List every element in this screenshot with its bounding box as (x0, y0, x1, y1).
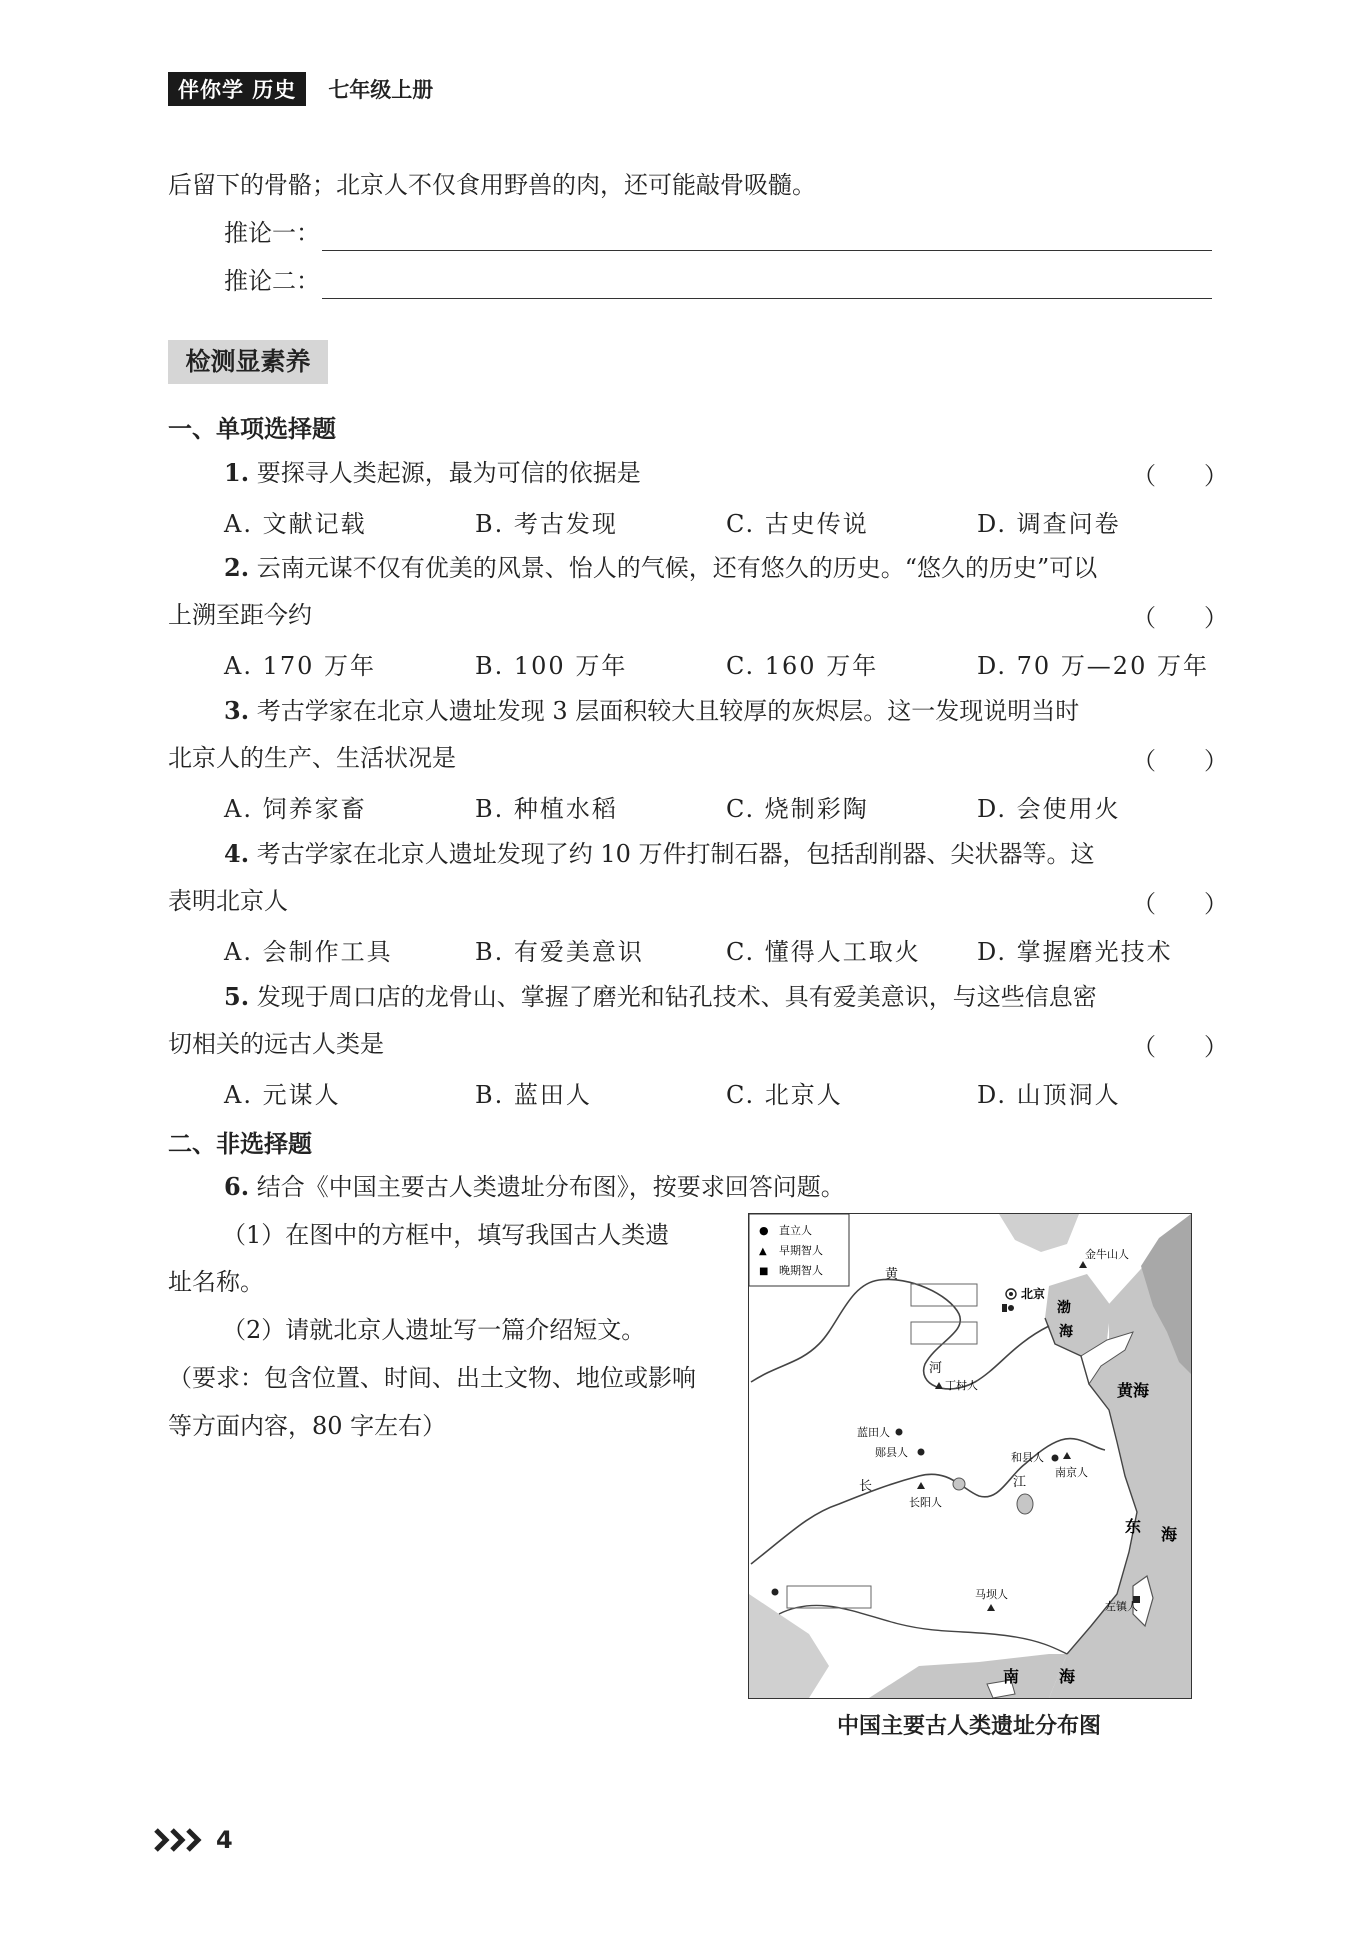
legend-symbol-triangle: ▲ (759, 1246, 767, 1257)
site-label-yunxian: 郧县人 (875, 1446, 908, 1459)
chevron-arrows-icon (154, 1828, 210, 1852)
option-b[interactable]: B. 蓝田人 (475, 1081, 592, 1109)
question-number: 5. (224, 982, 250, 1011)
question-number: 4. (224, 839, 250, 868)
question-text: 要探寻人类起源，最为可信的依据是 (256, 459, 641, 487)
sea-label: 南 (1003, 1667, 1020, 1686)
option-b[interactable]: B. 有爱美意识 (475, 938, 644, 966)
option-b[interactable]: B. 种植水稻 (475, 795, 618, 823)
site-marker-circle (1008, 1305, 1014, 1311)
inference1-answer-line[interactable] (322, 250, 1212, 251)
river-label: 长 (859, 1479, 873, 1494)
page-footer (154, 1826, 233, 1854)
site-label-jinniushan: 金牛山人 (1085, 1248, 1129, 1261)
answer-bracket[interactable]: （ ） (1132, 604, 1228, 632)
question-3-options (224, 789, 1228, 824)
river-label: 河 (929, 1361, 943, 1376)
option-d[interactable]: D. 调查问卷 (977, 510, 1121, 538)
question-number: 3. (224, 696, 250, 725)
book-brand: 伴你学 历史 (168, 72, 306, 106)
sea-label: 渤 (1057, 1300, 1071, 1316)
option-c[interactable]: C. 懂得人工取火 (726, 938, 921, 966)
site-marker-circle (772, 1589, 779, 1596)
site-marker-square (1002, 1304, 1007, 1312)
site-label-changyang: 长阳人 (909, 1496, 942, 1509)
answer-bracket[interactable]: （ ） (1132, 747, 1228, 775)
site-marker-circle (1052, 1455, 1059, 1462)
legend-symbol-square: ■ (759, 1266, 769, 1277)
section-title: 检测显素养 (168, 340, 328, 384)
site-marker-triangle (935, 1382, 943, 1389)
q6-sub1-line1: （1）在图中的方框中，填写我国古人类遗 (222, 1221, 670, 1249)
option-d[interactable]: D. 山顶洞人 (977, 1081, 1121, 1109)
question-2-options (224, 646, 1228, 681)
ancient-human-sites-map (748, 1213, 1192, 1699)
site-label-dingcun: 丁村人 (945, 1379, 978, 1392)
question-3-stem-cont: 北京人的生产、生活状况是 (168, 744, 456, 772)
grade-label: 七年级上册 (328, 78, 434, 102)
pearl-river (779, 1605, 1067, 1654)
q6-sub2-line1: （2）请就北京人遗址写一篇介绍短文。 (222, 1316, 646, 1344)
question-text: 考古学家在北京人遗址发现 3 层面积较大且较厚的灰烬层。这一发现说明当时 (256, 697, 1080, 725)
sea-label: 海 (1059, 1324, 1073, 1340)
q6-sub1-line2: 址名称。 (168, 1268, 264, 1296)
site-label-beijing: 北京 (1021, 1287, 1046, 1301)
legend-symbol-circle: ● (759, 1224, 769, 1237)
sea-label: 海 (1161, 1525, 1178, 1544)
map-caption: 中国主要古人类遗址分布图 (836, 1714, 1101, 1739)
page-number: 4 (216, 1826, 233, 1854)
site-label-nanjing: 南京人 (1055, 1466, 1088, 1479)
sea-label: 东 (1125, 1517, 1142, 1536)
question-1-options (224, 504, 1228, 539)
site-marker-circle (918, 1449, 925, 1456)
sea-label: 海 (1059, 1667, 1076, 1686)
question-4-stem (224, 837, 1095, 871)
poyang-lake (1017, 1494, 1033, 1514)
part1-heading: 一、单项选择题 (168, 415, 336, 443)
question-2-stem-cont: 上溯至距今约 (168, 601, 312, 629)
site-marker-triangle (987, 1604, 995, 1611)
option-a[interactable]: A. 170 万年 (224, 652, 377, 680)
option-d[interactable]: D. 70 万—20 万年 (977, 652, 1209, 680)
question-text: 结合《中国主要古人类遗址分布图》，按要求回答问题。 (256, 1173, 845, 1201)
question-5-stem-cont: 切相关的远古人类是 (168, 1030, 384, 1058)
answer-bracket[interactable]: （ ） (1132, 890, 1228, 918)
site-label-lantian: 蓝田人 (857, 1426, 890, 1439)
northeast-neighbor (999, 1214, 1079, 1252)
option-d[interactable]: D. 会使用火 (977, 795, 1121, 823)
blank-site-box-1[interactable] (911, 1284, 977, 1306)
question-6-stem (224, 1170, 845, 1204)
option-b[interactable]: B. 考古发现 (475, 510, 618, 538)
question-1-stem (224, 456, 641, 490)
option-a[interactable]: A. 饲养家畜 (224, 795, 367, 823)
intro-text: 后留下的骨骼；北京人不仅食用野兽的肉，还可能敲骨吸髓。 (168, 171, 816, 199)
q6-sub2-line2: （要求：包含位置、时间、出土文物、地位或影响 (168, 1364, 696, 1392)
option-b[interactable]: B. 100 万年 (475, 652, 628, 680)
option-a[interactable]: A. 元谋人 (224, 1081, 341, 1109)
site-label-zuozhen: 左镇人 (1105, 1600, 1138, 1613)
question-number: 6. (224, 1172, 250, 1201)
option-a[interactable]: A. 文献记载 (224, 510, 367, 538)
question-2-stem (224, 551, 1097, 585)
answer-bracket[interactable]: （ ） (1132, 1033, 1228, 1061)
blank-site-box-2[interactable] (911, 1322, 977, 1344)
question-3-stem (224, 694, 1079, 728)
inference1-label: 推论一： (224, 219, 320, 247)
running-header (168, 72, 433, 106)
legend-label: 早期智人 (779, 1244, 823, 1257)
site-marker-circle (896, 1429, 903, 1436)
option-a[interactable]: A. 会制作工具 (224, 938, 393, 966)
question-4-stem-cont: 表明北京人 (168, 887, 288, 915)
site-marker-triangle (1063, 1452, 1071, 1459)
option-c[interactable]: C. 160 万年 (726, 652, 879, 680)
dongting-lake (953, 1478, 965, 1490)
map-svg (749, 1214, 1191, 1698)
south-sea (869, 1654, 1067, 1698)
legend-label: 晚期智人 (779, 1264, 823, 1277)
question-number: 2. (224, 553, 250, 582)
river-label: 江 (1013, 1475, 1027, 1490)
question-number: 1. (224, 458, 250, 487)
site-marker-triangle (1079, 1261, 1087, 1268)
river-label: 黄 (885, 1267, 899, 1282)
site-label-maba: 马坝人 (975, 1588, 1008, 1601)
q6-sub2-line3: 等方面内容，80 字左右） (168, 1412, 447, 1440)
sea-label: 黄海 (1117, 1381, 1150, 1400)
inference2-answer-line[interactable] (322, 298, 1212, 299)
option-c[interactable]: C. 古史传说 (726, 510, 869, 538)
inference2-label: 推论二： (224, 267, 320, 295)
beijing-capital-dot (1009, 1292, 1013, 1296)
site-marker-triangle (917, 1482, 925, 1489)
option-d[interactable]: D. 掌握磨光技术 (977, 938, 1173, 966)
question-5-options (224, 1075, 1228, 1110)
question-text: 发现于周口店的龙骨山、掌握了磨光和钻孔技术、具有爱美意识，与这些信息密 (256, 983, 1097, 1011)
option-c[interactable]: C. 北京人 (726, 1081, 843, 1109)
legend-label: 直立人 (779, 1224, 812, 1237)
site-label-hexian: 和县人 (1011, 1451, 1044, 1464)
question-text: 云南元谋不仅有优美的风景、怡人的气候，还有悠久的历史。“悠久的历史”可以 (256, 554, 1098, 582)
question-text: 考古学家在北京人遗址发现了约 10 万件打制石器，包括刮削器、尖状器等。这 (256, 840, 1095, 868)
yellow-river (751, 1279, 1049, 1389)
blank-site-box-3[interactable] (787, 1586, 871, 1608)
option-c[interactable]: C. 烧制彩陶 (726, 795, 869, 823)
answer-bracket[interactable]: （ ） (1132, 462, 1228, 490)
part2-heading: 二、非选择题 (168, 1130, 312, 1158)
question-5-stem (224, 980, 1097, 1014)
question-4-options (224, 932, 1228, 967)
